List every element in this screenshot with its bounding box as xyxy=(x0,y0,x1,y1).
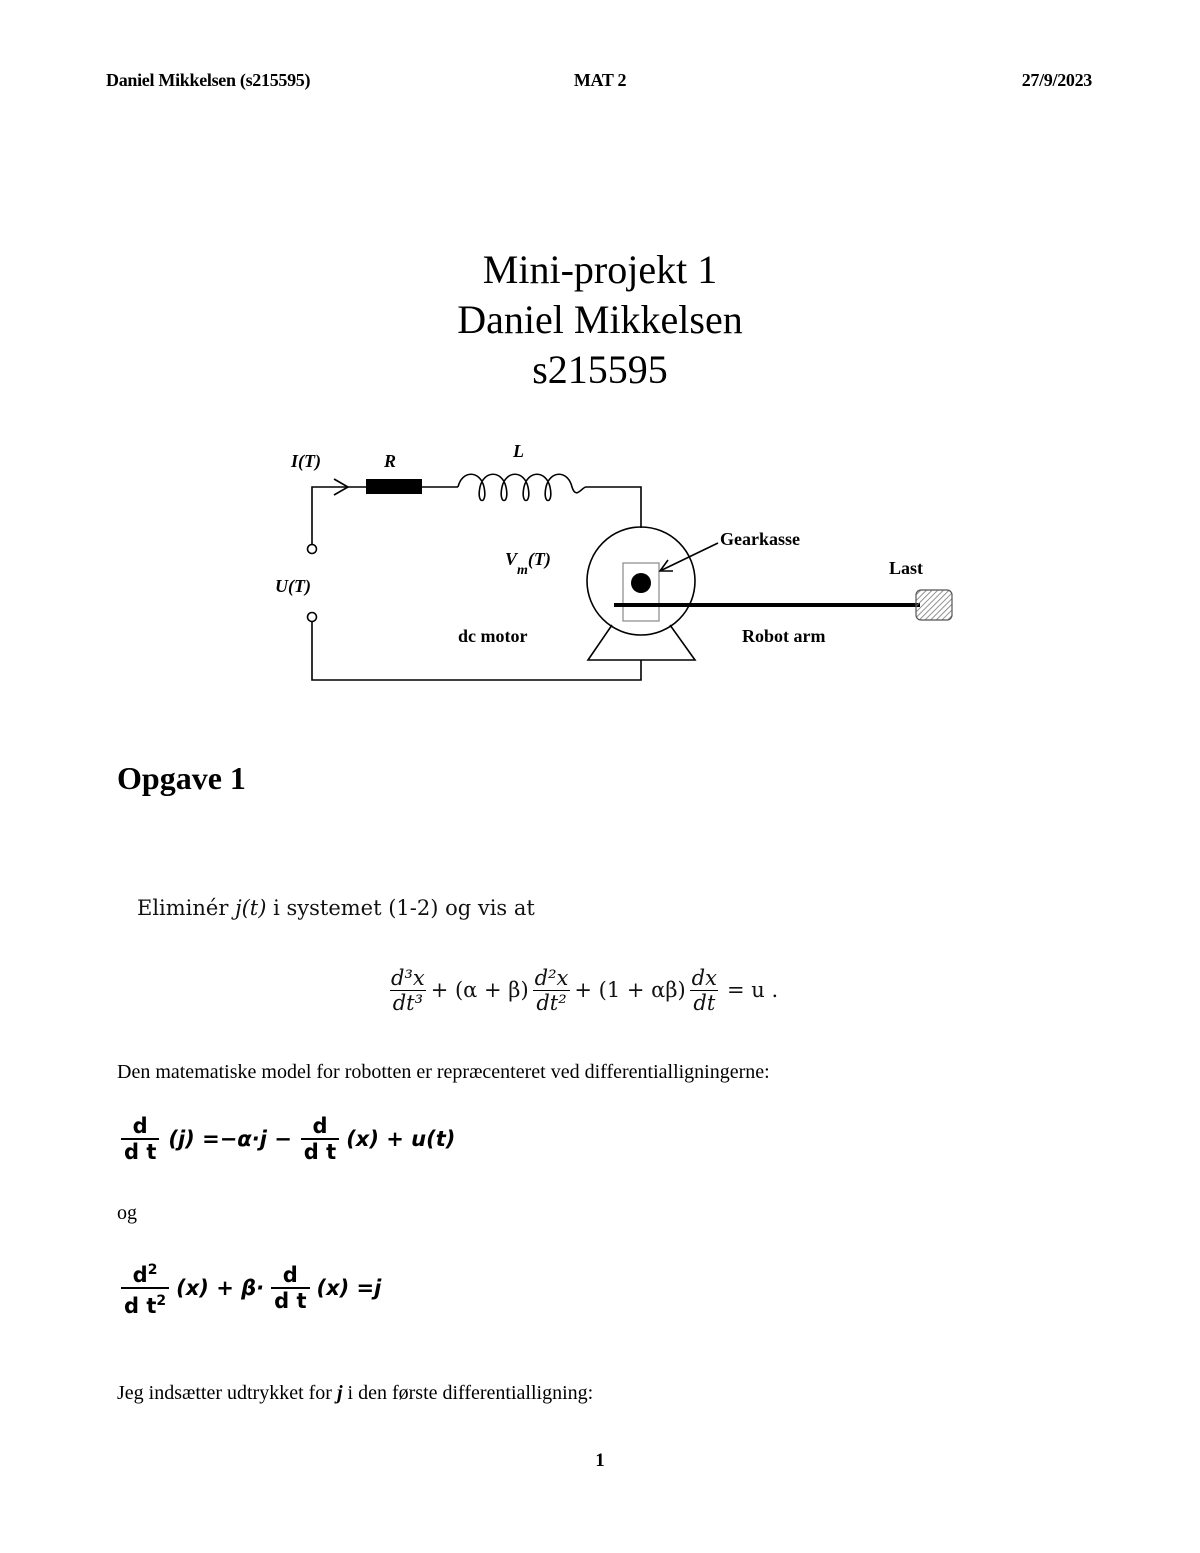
label-input-voltage: U(T) xyxy=(275,576,311,596)
paragraph-substitution: Jeg indsætter udtrykket for j i den første differentialligning: xyxy=(117,1382,594,1404)
section-heading: Opgave 1 xyxy=(117,760,246,796)
label-resistor: R xyxy=(384,451,397,471)
label-load: Last xyxy=(889,558,924,578)
gearbox-pointer xyxy=(662,543,718,570)
resistor xyxy=(366,479,422,494)
header-date: 27/9/2023 xyxy=(1021,70,1092,90)
document-title: Mini-projekt 1 xyxy=(482,247,718,292)
connector-text: og xyxy=(117,1202,137,1224)
page-number: 1 xyxy=(595,1450,605,1471)
header-author: Daniel Mikkelsen (s215595) xyxy=(106,70,311,90)
paragraph-model: Den matematiske model for robotten er repræcenteret ved differentialligningerne: xyxy=(117,1061,770,1083)
student-id: s215595 xyxy=(532,347,668,392)
motor-shaft xyxy=(631,573,651,593)
task-statement: Eliminér j(t) i systemet (1-2) og vis at xyxy=(137,896,535,920)
author-name: Daniel Mikkelsen xyxy=(457,297,743,342)
label-inductor: L xyxy=(513,441,524,461)
label-gearbox: Gearkasse xyxy=(720,529,800,549)
label-dc-motor: dc motor xyxy=(458,626,528,646)
header-course: MAT 2 xyxy=(573,70,627,90)
terminal-bottom xyxy=(308,613,317,622)
motor-base xyxy=(588,625,695,660)
load-weight xyxy=(916,590,952,620)
robot-arm-circuit-diagram xyxy=(260,435,980,695)
terminal-top xyxy=(308,545,317,554)
task-equation: $\frac{\text{d³x}}{\text{dt³}}$ + (α + β) $\frac{\text{d²x}}{\text{dt²}}$ + (1 + αβ) $\frac{dx}{dt}$ = u . xyxy=(391,965,779,1015)
label-motor-voltage: $V_m(T)$ xyxy=(505,549,551,578)
inductor-coil xyxy=(458,474,586,500)
wire-top-left xyxy=(312,487,366,545)
label-robot-arm: Robot arm xyxy=(742,626,826,646)
differential-equation-1: $\frac{d}{\text{d t}}$ (j) =−α·j − $\frac{d}{\text{d t}}$ (x) + u(t) xyxy=(118,1114,455,1164)
label-current: I(T) xyxy=(291,451,321,471)
differential-equation-2: $\frac{d^2}{d t^2}$ (x) + β· $\frac{d}{\text{d t}}$ (x) =j xyxy=(118,1258,381,1318)
wire-top-right xyxy=(586,487,641,528)
